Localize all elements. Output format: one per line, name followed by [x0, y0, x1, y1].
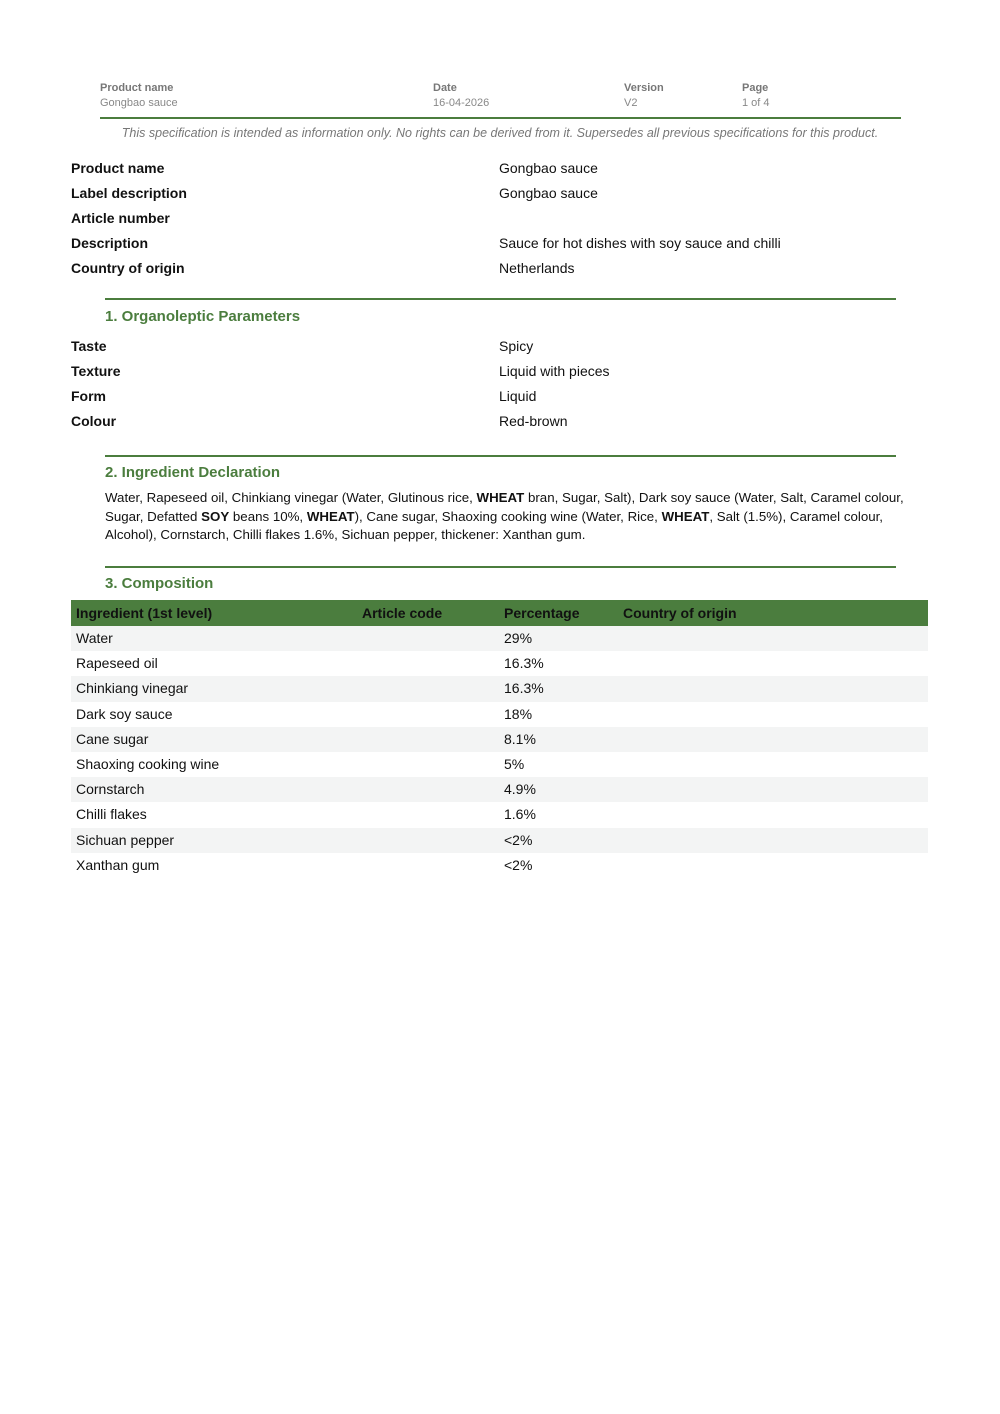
header-date-value: 16-04-2026: [433, 97, 490, 109]
organoleptic-row: [71, 388, 931, 413]
cell-percentage: 5%: [504, 755, 525, 772]
header-date: [433, 82, 489, 110]
disclaimer: This specification is intended as information only. No rights can be derived from it. Supersedes all previous specifications for this product.: [121, 126, 879, 140]
section-title-composition: 3. Composition: [105, 575, 214, 592]
cell-ingredient: Cornstarch: [76, 781, 145, 798]
cell-percentage: 4.9%: [504, 781, 536, 798]
table-row: [71, 777, 928, 802]
allergen-soy: SOY: [201, 508, 230, 524]
allergen-wheat: WHEAT: [306, 508, 355, 524]
general-value: Sauce for hot dishes with soy sauce and chilli: [499, 235, 781, 251]
declaration-text: Water, Rapeseed oil, Chinkiang vinegar (Water, Glutinous rice,: [105, 490, 477, 505]
general-label: Description: [71, 235, 149, 251]
header-divider: [100, 117, 901, 119]
section-divider: [105, 455, 896, 457]
general-row: [71, 185, 931, 210]
composition-table: [71, 600, 928, 878]
general-value: Netherlands: [499, 260, 575, 276]
organoleptic-value: Liquid with pieces: [499, 363, 610, 379]
organoleptic-row: [71, 338, 931, 363]
cell-ingredient: Shaoxing cooking wine: [76, 755, 220, 772]
cell-percentage: 8.1%: [504, 730, 536, 747]
cell-percentage: 16.3%: [504, 655, 544, 672]
organoleptic-label: Colour: [71, 413, 117, 429]
cell-ingredient: Chilli flakes: [76, 806, 147, 823]
table-row: [71, 651, 928, 676]
table-row: [71, 752, 928, 777]
declaration-text: , Salt (1.5%), Caramel colour, Alcohol), Cornstarch, Chilli flakes 1.6%, Sichuan pepper, thickener: Xanthan gum.: [105, 508, 883, 543]
table-row: [71, 853, 928, 878]
general-label: Label description: [71, 185, 187, 201]
header-version: [624, 82, 664, 110]
declaration-text: ), Cane sugar, Shaoxing cooking wine (Water, Rice,: [354, 508, 662, 524]
general-value: Gongbao sauce: [499, 160, 598, 176]
column-header-article-code: Article code: [362, 605, 443, 621]
organoleptic-row: [71, 413, 931, 438]
header-product-name-label: Product name: [100, 82, 174, 94]
section-divider: [105, 298, 896, 300]
header-product-name: [100, 82, 178, 110]
cell-ingredient: Chinkiang vinegar: [76, 680, 189, 697]
general-label: Product name: [71, 160, 165, 176]
organoleptic-value: Red-brown: [499, 413, 568, 429]
cell-percentage: 29%: [504, 630, 533, 646]
header-version-value: V2: [624, 97, 638, 109]
cell-ingredient: Water: [76, 630, 113, 646]
table-row: [71, 727, 928, 752]
table-row: [71, 828, 928, 853]
table-row: [71, 676, 928, 701]
header-date-label: Date: [433, 82, 457, 94]
cell-ingredient: Rapeseed oil: [76, 655, 158, 672]
page-header: [100, 82, 900, 112]
general-row: [71, 160, 931, 185]
organoleptic-value: Liquid: [499, 388, 537, 404]
declaration-text: beans 10%,: [229, 508, 307, 524]
cell-percentage: 16.3%: [504, 680, 544, 697]
general-label: Country of origin: [71, 260, 185, 276]
column-header-country: Country of origin: [623, 605, 737, 621]
organoleptic-label: Form: [71, 388, 106, 404]
column-header-ingredient: Ingredient (1st level): [76, 605, 213, 621]
general-value: Gongbao sauce: [499, 185, 598, 201]
section-title-ingredients: 2. Ingredient Declaration: [105, 464, 281, 481]
table-row: [71, 802, 928, 827]
general-row: [71, 210, 931, 235]
general-row: [71, 235, 931, 260]
general-row: [71, 260, 931, 285]
cell-percentage: 18%: [504, 705, 533, 722]
table-row: [71, 702, 928, 727]
cell-ingredient: Cane sugar: [76, 730, 149, 747]
organoleptic-label: Taste: [71, 338, 107, 354]
declaration-text: bran, Sugar, Salt), Dark soy sauce (Water, Salt, Caramel colour, Sugar, Defatted: [105, 490, 904, 524]
cell-percentage: <2%: [504, 831, 533, 848]
header-version-label: Version: [624, 82, 664, 94]
cell-percentage: 1.6%: [504, 806, 536, 823]
table-row: [71, 626, 928, 651]
column-header-percentage: Percentage: [504, 605, 580, 621]
cell-ingredient: Sichuan pepper: [76, 831, 175, 848]
allergen-wheat: WHEAT: [476, 490, 525, 505]
organoleptic-label: Texture: [71, 363, 121, 379]
cell-ingredient: Dark soy sauce: [76, 705, 173, 722]
allergen-wheat: WHEAT: [661, 508, 710, 524]
cell-percentage: <2%: [504, 856, 533, 873]
ingredient-declaration: [105, 489, 905, 545]
header-page-label: Page: [742, 82, 769, 94]
organoleptic-value: Spicy: [499, 338, 534, 354]
general-label: Article number: [71, 210, 170, 226]
header-page-value: 1 of 4: [742, 97, 770, 109]
section-title-organoleptic: 1. Organoleptic Parameters: [105, 308, 301, 325]
section-divider: [105, 566, 896, 568]
table-header: [71, 600, 928, 626]
organoleptic-row: [71, 363, 931, 388]
header-page: [742, 82, 770, 110]
header-product-name-value: Gongbao sauce: [100, 97, 178, 109]
cell-ingredient: Xanthan gum: [76, 856, 160, 873]
